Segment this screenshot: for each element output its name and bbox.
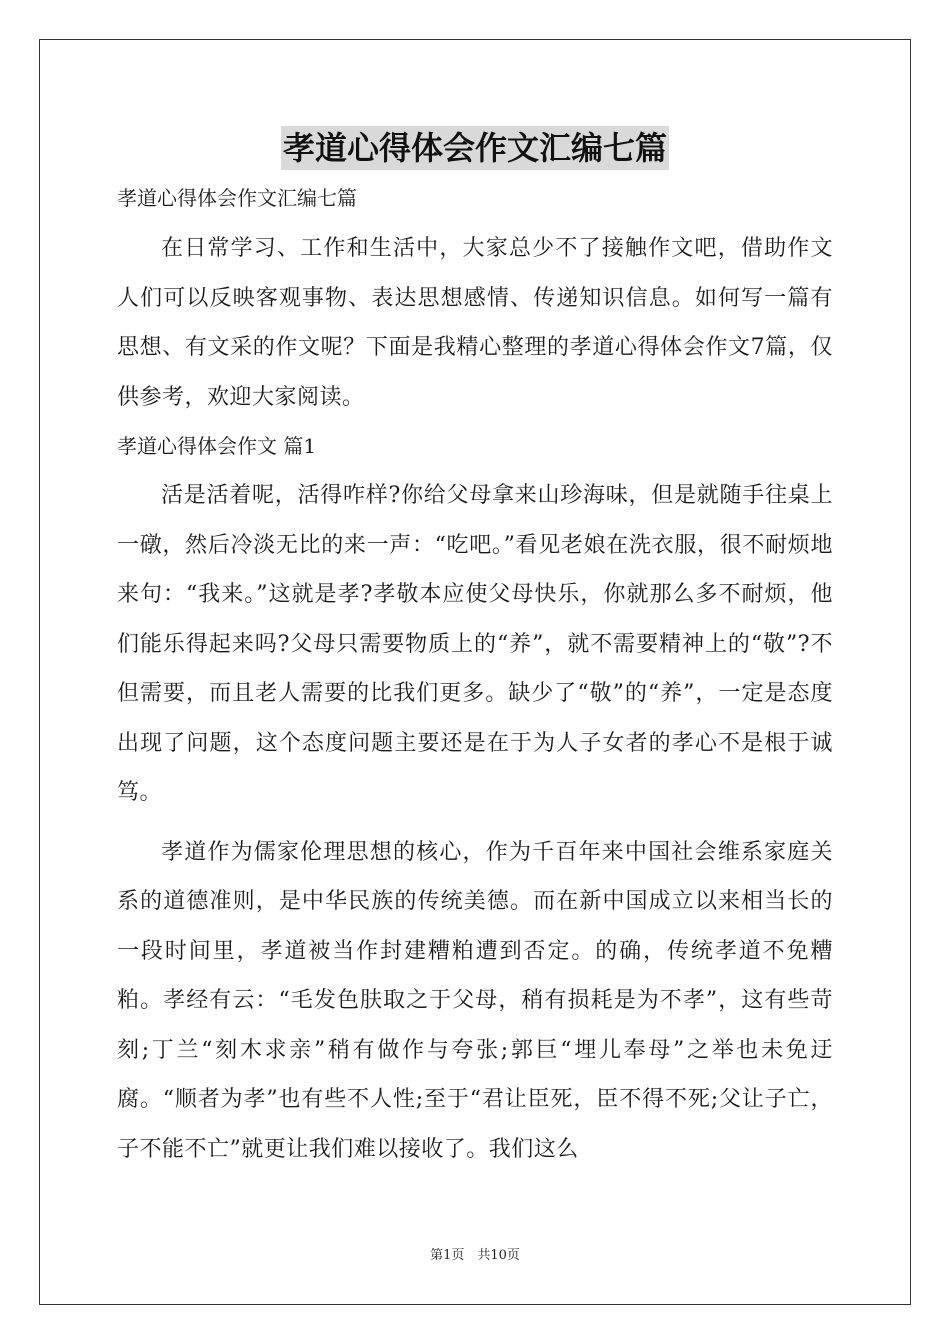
body-paragraph-2: 孝道作为儒家伦理思想的核心，作为千百年来中国社会维系家庭关系的道德准则，是中华民族的传统美德。而在新中国成立以来相当长的一段时间里，孝道被当作封建糟粕遭到否定。的确，传统孝道不免糟粕。孝经有云：“毛发色肤取之于父母，稍有损耗是为不孝”，这有些苛刻;丁兰“刻木求亲”稍有做作与夸张;郭巨“埋儿奉母”之举也未免迂腐。“顺者为孝”也有些不人性;至于“君让臣死，臣不得不死;父让子亡，子不能不亡”就更让我们难以接收了。我们这么 bbox=[117, 839, 833, 1162]
title-area bbox=[0, 126, 950, 170]
intro-paragraph: 在日常学习、工作和生活中，大家总少不了接触作文吧，借助作文人们可以反映客观事物、表达思想感情、传递知识信息。如何写一篇有思想、有文采的作文呢？下面是我精心整理的孝道心得体会作文7篇，仅供参考，欢迎大家阅读。 bbox=[117, 236, 833, 410]
document-title: 孝道心得体会作文汇编七篇 bbox=[281, 126, 669, 170]
page-footer: 第1页 共10页 bbox=[430, 1248, 520, 1263]
document-subtitle: 孝道心得体会作文汇编七篇 bbox=[117, 186, 357, 210]
body-paragraph-1: 活是活着呢，活得咋样?你给父母拿来山珍海味，但是就随手往桌上一礅，然后冷淡无比的来一声：“吃吧。”看见老娘在洗衣服，很不耐烦地来句：“我来。”这就是孝?孝敬本应使父母快乐，你就那么多不耐烦，他们能乐得起来吗?父母只需要物质上的“养”，就不需要精神上的“敬”?不但需要，而且老人需要的比我们更多。缺少了“敬”的“养”，一定是态度出现了问题，这个态度问题主要还是在于为人子女者的孝心不是根于诚笃。 bbox=[117, 483, 833, 805]
section-heading: 孝道心得体会作文 篇1 bbox=[117, 434, 317, 458]
document-body bbox=[117, 174, 833, 1174]
